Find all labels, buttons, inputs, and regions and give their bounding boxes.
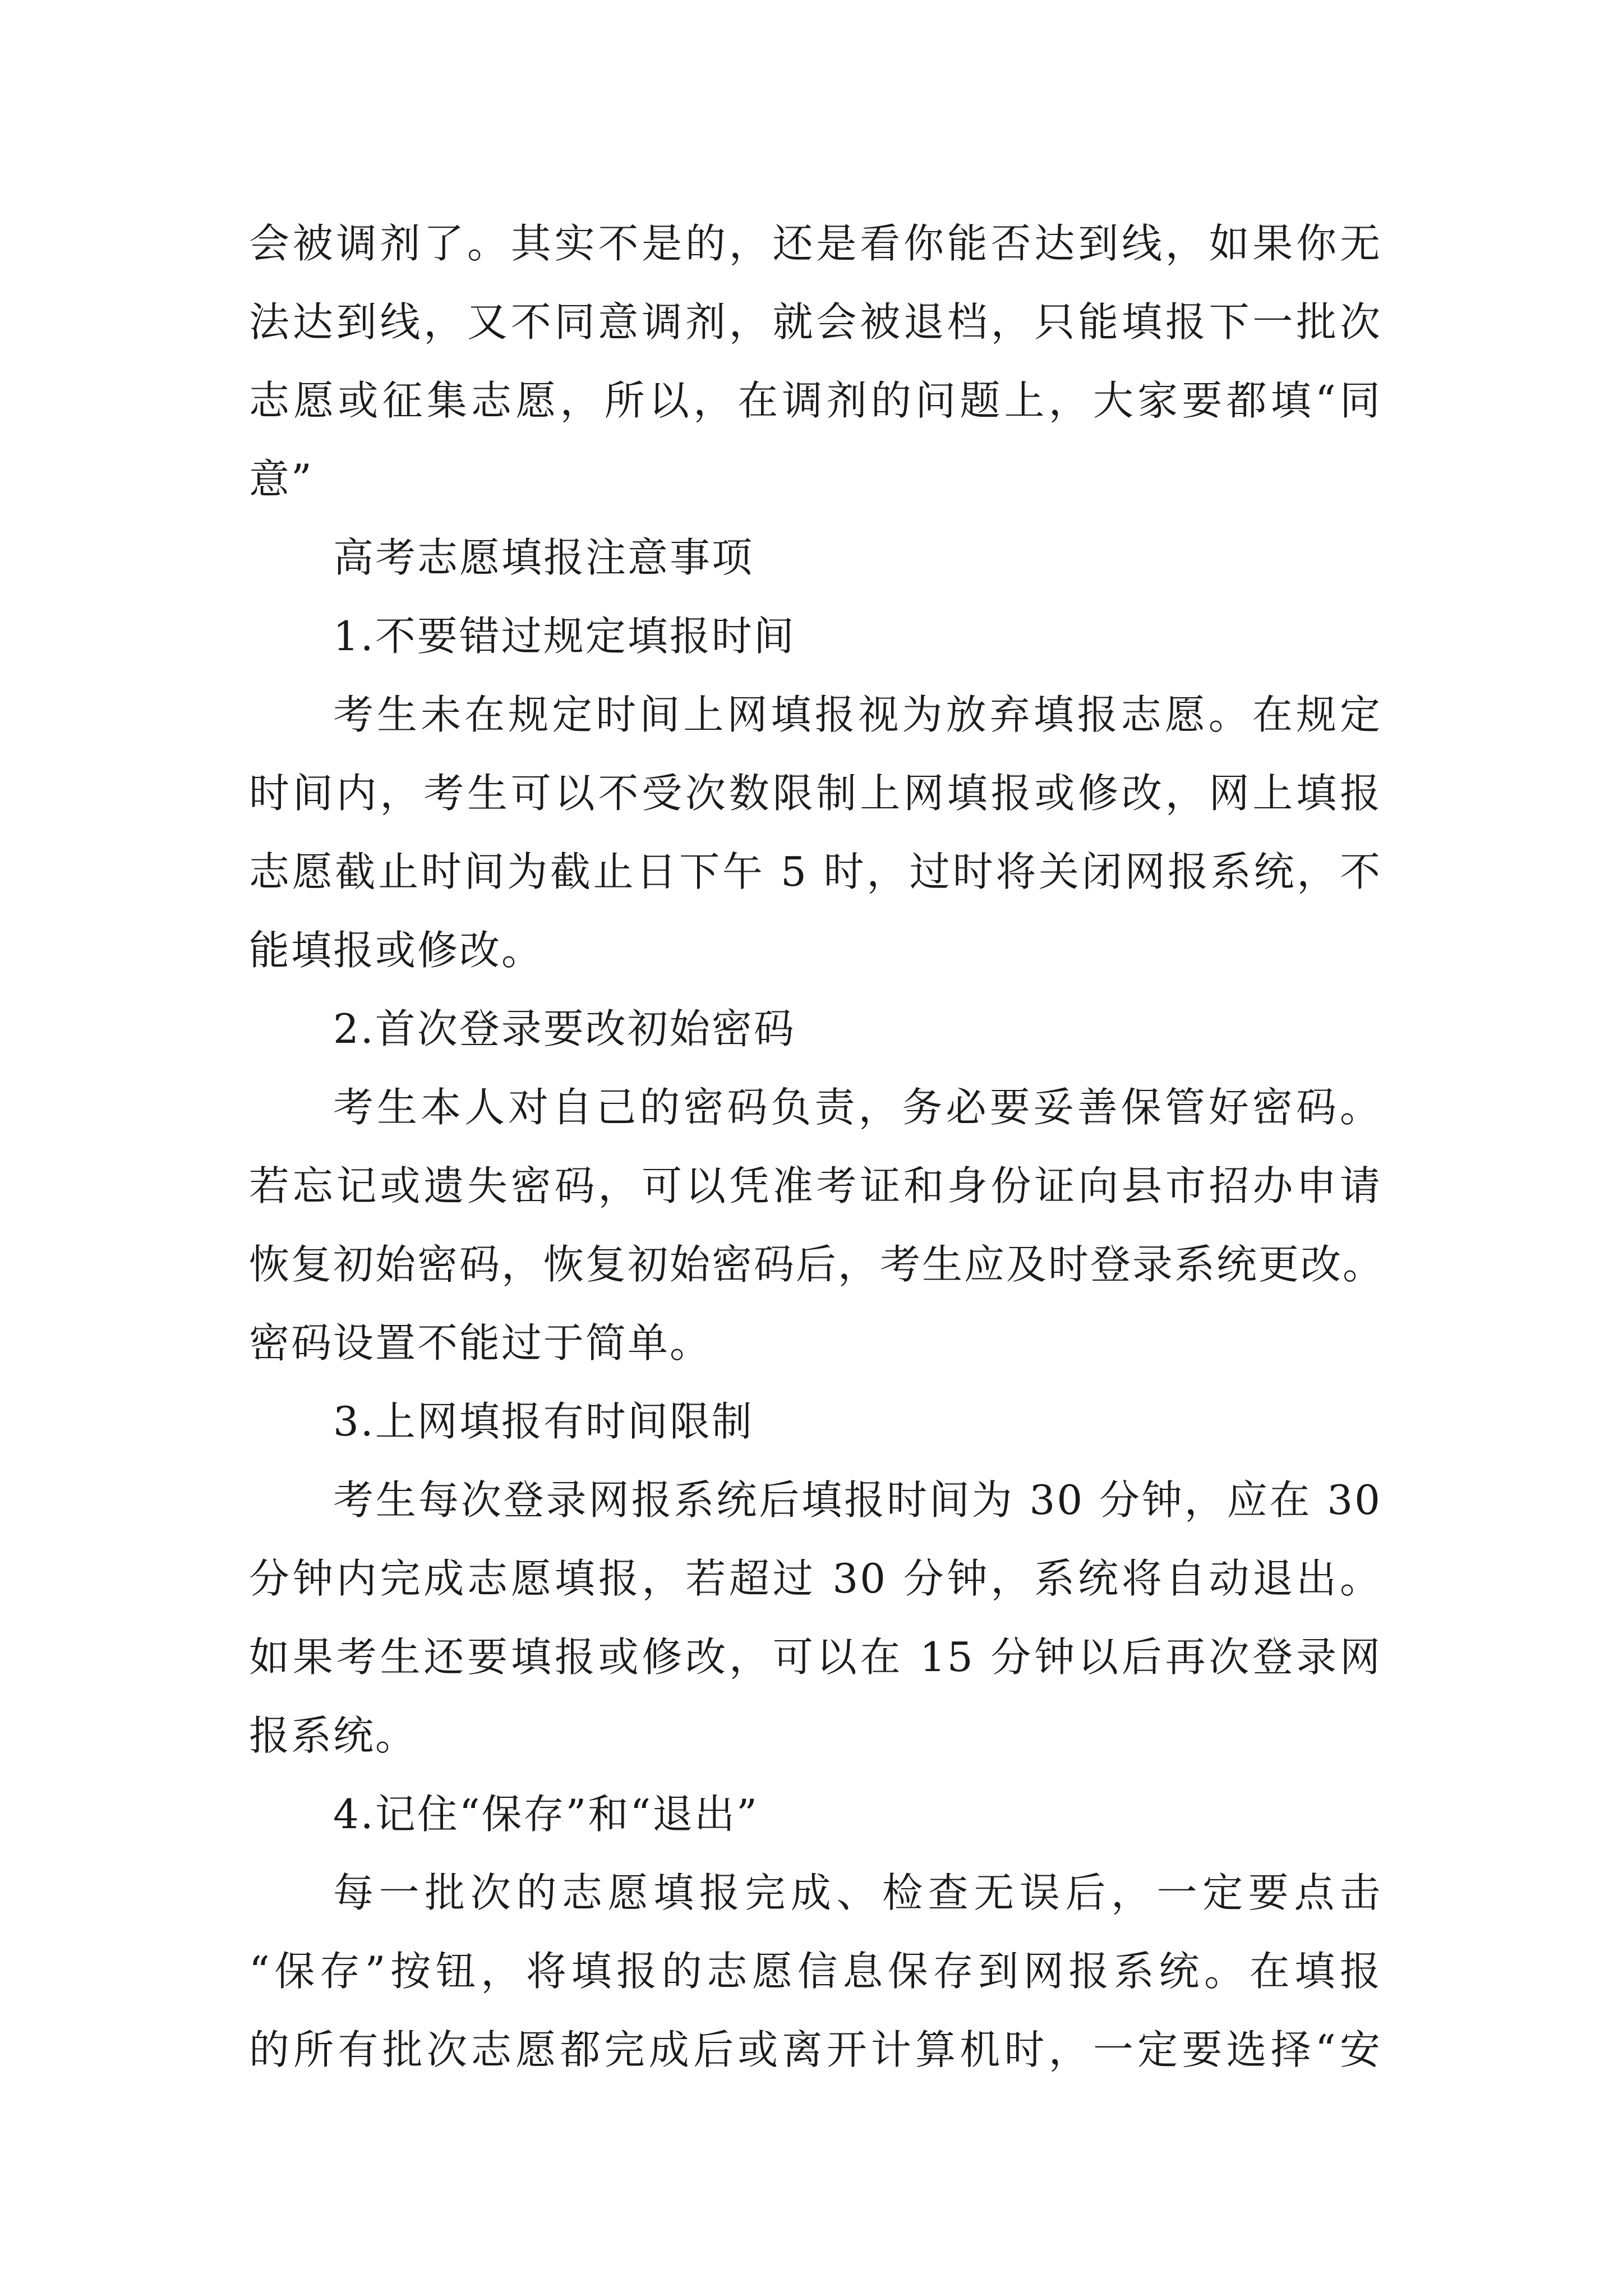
text-line: 考生每次登录网报系统后填报时间为 30 分钟，应在 30 (333, 1476, 1382, 1524)
document-body (249, 204, 1385, 2089)
text-line: 意” (249, 455, 313, 503)
text-line: 每一批次的志愿填报完成、检查无误后，一定要点击 (333, 1869, 1382, 1916)
text-line: 考生本人对自己的密码负责，务必要妥善保管好密码。 (333, 1084, 1382, 1131)
text-line: 的所有批次志愿都完成后或离开计算机时，一定要选择“安 (249, 2026, 1382, 2073)
text-line: 密码设置不能过于简单。 (249, 1319, 712, 1366)
text-line: 志愿或征集志愿，所以，在调剂的问题上，大家要都填“同 (249, 377, 1382, 424)
text-line: 若忘记或遗失密码，可以凭准考证和身份证向县市招办申请 (249, 1162, 1382, 1209)
text-line: 分钟内完成志愿填报，若超过 30 分钟，系统将自动退出。 (249, 1555, 1382, 1602)
text-line: 时间内，考生可以不受次数限制上网填报或修改，网上填报 (249, 770, 1382, 817)
text-line: 1.不要错过规定填报时间 (333, 613, 796, 660)
text-line: 3.上网填报有时间限制 (333, 1398, 754, 1445)
text-line: 2.首次登录要改初始密码 (333, 1005, 796, 1052)
text-line: 能填报或修改。 (249, 927, 544, 974)
text-line: 高考志愿填报注意事项 (333, 534, 754, 581)
text-line: 志愿截止时间为截止日下午 5 时，过时将关闭网报系统，不 (249, 848, 1382, 895)
text-line: 如果考生还要填报或修改，可以在 15 分钟以后再次登录网 (249, 1634, 1382, 1681)
text-line: 会被调剂了。其实不是的，还是看你能否达到线，如果你无 (249, 220, 1382, 267)
text-line: “保存”按钮，将填报的志愿信息保存到网报系统。在填报 (249, 1948, 1382, 1995)
text-line: 报系统。 (249, 1712, 418, 1759)
text-line: 考生未在规定时间上网填报视为放弃填报志愿。在规定 (333, 691, 1382, 738)
text-line: 恢复初始密码，恢复初始密码后，考生应及时登录系统更改。 (249, 1241, 1385, 1288)
text-line: 4.记住“保存”和“退出” (333, 1791, 759, 1838)
text-line: 法达到线，又不同意调剂，就会被退档，只能填报下一批次 (249, 298, 1382, 346)
